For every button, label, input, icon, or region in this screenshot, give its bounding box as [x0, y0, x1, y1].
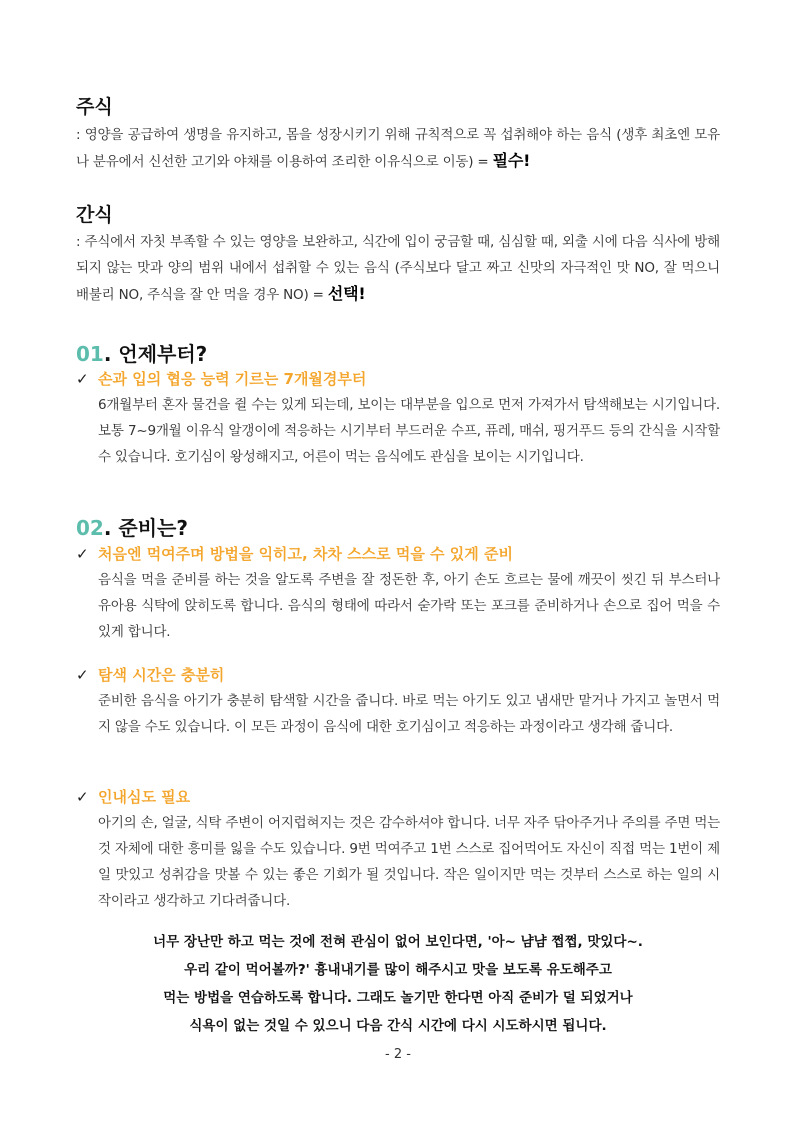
checkmark-icon: ✓: [76, 666, 89, 684]
closing-line: 식욕이 없는 것일 수 있으니 다음 간식 시간에 다시 시도하시면 됩니다.: [189, 1018, 607, 1034]
definition-body: : 주식에서 자칫 부족할 수 있는 영양을 보완하고, 식간에 입이 궁금할 때, 심심할 때, 외출 시에 다음 식사에 방해되지 않는 맛과 양의 범위 내에서 섭취할 수 있는 음식 (주식보다 달고 짜고 신맛의 자극적인 맛 NO, 잘 먹으니 배불리 NO, 주식을 잘 안 먹을 경우 NO) =: [76, 234, 720, 303]
item-body: 아기의 손, 얼굴, 식탁 주변이 어지럽혀지는 것은 감수하셔야 합니다. 너무 자주 닦아주거나 주의를 주면 먹는 것 자체에 대한 흥미를 잃을 수도 있습니다. 9번 먹여주고 1번 스스로 집어먹어도 자신이 직접 먹는 1번이 제일 맛있고 성취감을 맛볼 수 있는 좋은 기회가 될 것입니다. 작은 일이지만 먹는 것부터 스스로 하는 일의 시작이라고 생각하고 기다려줍니다.: [98, 815, 720, 909]
section-title-label: . 언제부터?: [103, 342, 208, 366]
definition-emphasis: 필수!: [492, 151, 531, 170]
section-title-when: [76, 338, 207, 367]
item-heading: [76, 543, 720, 565]
checklist-item: [76, 664, 720, 740]
checklist-item: [76, 543, 720, 645]
section-number: 02: [76, 516, 104, 540]
definition-emphasis: 선택!: [327, 284, 366, 303]
checklist-item: [76, 368, 720, 470]
definition-text-snack: [76, 229, 720, 308]
item-heading-label: 처음엔 먹여주며 방법을 익히고, 차차 스스로 먹을 수 있게 준비: [98, 545, 513, 563]
item-body: 준비한 음식을 아기가 충분히 탐색할 시간을 줍니다. 바로 먹는 아기도 있고 냄새만 맡거나 가지고 놀면서 먹지 않을 수도 있습니다. 이 모든 과정이 음식에 대한 호기심이고 적응하는 과정이라고 생각해 줍니다.: [98, 693, 720, 735]
definition-body: : 영양을 공급하여 생명을 유지하고, 몸을 성장시키기 위해 규칙적으로 꼭 섭취해야 하는 음식 (생후 최초엔 모유나 분유에서 신선한 고기와 야채를 이용하여 조리한 이유식으로 이동) =: [76, 127, 720, 170]
definition-title-main-meal: 주식: [76, 96, 113, 118]
checkmark-icon: ✓: [76, 545, 89, 563]
closing-line: 우리 같이 먹어볼까?' 흉내내기를 많이 해주시고 맛을 보도록 유도해주고: [184, 962, 612, 978]
item-body: 음식을 먹을 준비를 하는 것을 알도록 주변을 잘 정돈한 후, 아기 손도 흐르는 물에 깨끗이 씻긴 뒤 부스터나 유아용 식탁에 앉히도록 합니다. 음식의 형태에 따라서 숟가락 또는 포크를 준비하거나 손으로 집어 먹을 수 있게 합니다.: [98, 572, 720, 640]
closing-line: 먹는 방법을 연습하도록 합니다. 그래도 놀기만 한다면 아직 준비가 덜 되었거나: [163, 990, 633, 1006]
checkmark-icon: ✓: [76, 370, 89, 388]
item-heading: [76, 368, 720, 390]
item-heading-label: 손과 입의 협응 능력 기르는 7개월경부터: [98, 370, 367, 388]
item-heading: [76, 664, 720, 686]
item-heading-label: 탐색 시간은 충분히: [98, 666, 225, 684]
item-body: 6개월부터 혼자 물건을 쥘 수는 있게 되는데, 보이는 대부분을 입으로 먼저 가져가서 탐색해보는 시기입니다. 보통 7~9개월 이유식 알갱이에 적응하는 시기부터 부드러운 수프, 퓨레, 매쉬, 핑거푸드 등의 간식을 시작할 수 있습니다. 호기심이 왕성해지고, 어른이 먹는 음식에도 관심을 보이는 시기입니다.: [98, 397, 720, 465]
checkmark-icon: ✓: [76, 788, 89, 806]
checklist-item: [76, 786, 720, 914]
closing-line: 너무 장난만 하고 먹는 것에 전혀 관심이 없어 보인다면, '아~ 냠냠 쩝쩝, 맛있다~.: [153, 934, 643, 950]
section-title-preparation: [76, 512, 188, 541]
section-title-label: . 준비는?: [103, 516, 188, 540]
section-number: 01: [76, 342, 104, 366]
definition-text-main-meal: [76, 122, 720, 175]
closing-note: [76, 928, 720, 1040]
item-heading-label: 인내심도 필요: [98, 788, 191, 806]
page-number: - 2 -: [385, 1047, 411, 1062]
definition-title-snack: 간식: [76, 204, 113, 226]
item-heading: [76, 786, 720, 808]
